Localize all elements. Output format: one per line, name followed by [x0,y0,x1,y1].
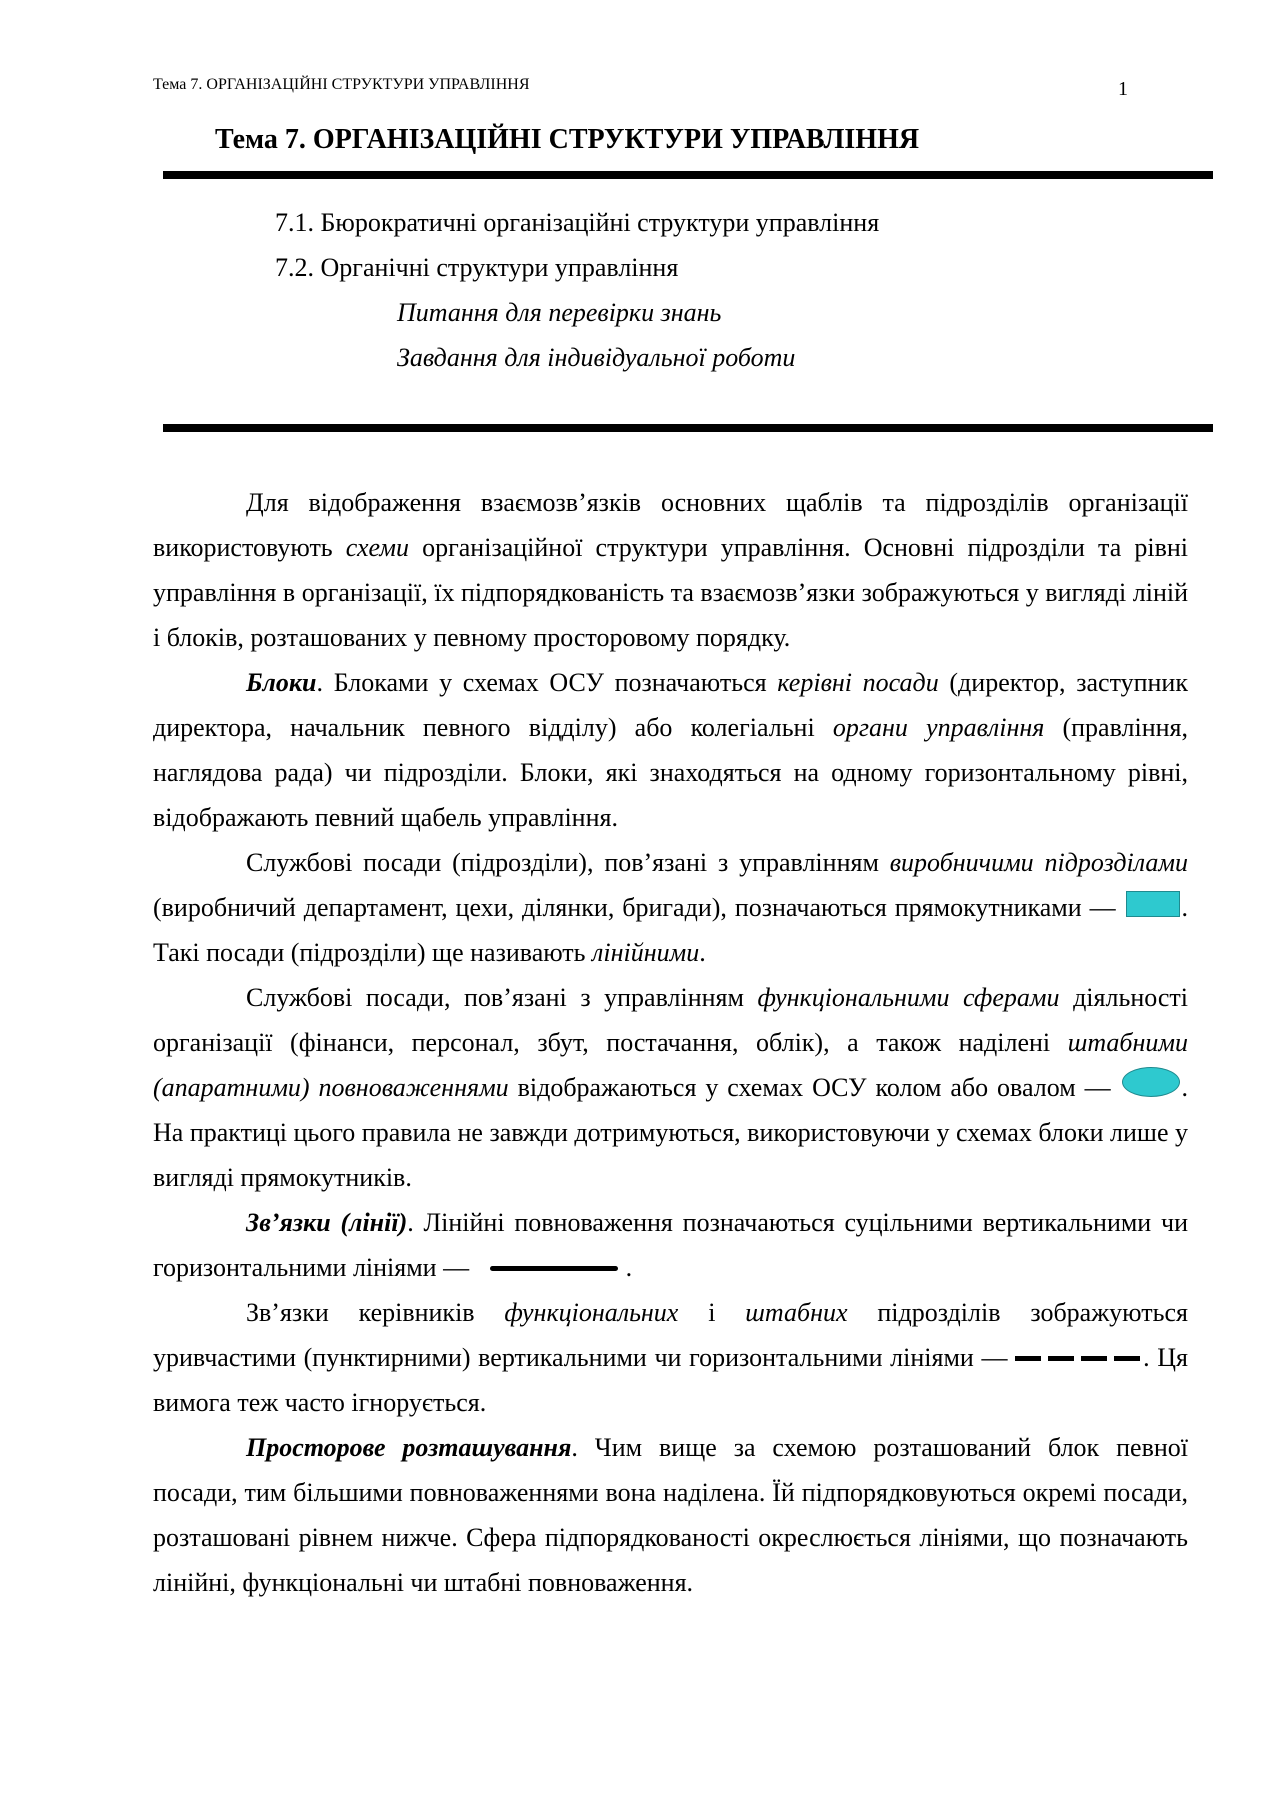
toc-item-7-1: 7.1. Бюрократичні організаційні структури управління [275,208,880,237]
page-number: 1 [1118,78,1128,100]
rectangle-block-icon [1126,891,1180,917]
toc-item-7-2: 7.2. Органічні структури управління [275,253,679,282]
term-schemes: схеми [345,533,409,562]
paragraph-line-posts: Службові посади (підрозділи), пов’язані з управлінням виробничими підрозділами (виробничий департамент, цехи, ділянки, бригади), позначаються прямокутниками — . Такі посади (підрозділи) ще називають лінійними. [153,848,1188,967]
heading-links: Зв’язки (лінії) [246,1208,408,1237]
dashed-line-icon [1015,1356,1141,1361]
page-title: Тема 7. ОРГАНІЗАЦІЙНІ СТРУКТУРИ УПРАВЛІННЯ [215,124,920,155]
toc-item-questions: Питання для перевірки знань [397,298,722,327]
paragraph-links: Зв’язки (лінії). Лінійні повноваження позначаються суцільними вертикальними чи горизонтальними лініями — . [153,1208,1188,1282]
paragraph-blocks: Блоки. Блоками у схемах ОСУ позначаються керівні посади (директор, заступник директора, начальник певного відділу) або колегіальні органи управління (правління, наглядова рада) чи підрозділи. Блоки, які знаходяться на одному горизонтальному рівні, відображають певний щабель управління. [153,668,1189,832]
top-rule [163,171,1213,179]
body-text [153,480,1188,1605]
paragraph-functional-posts: Службові посади, пов’язані з управлінням функціональними сферами діяльності організації (фінанси, персонал, збут, постачання, облік), а також наділені штабними (апаратними) повноваженнями відображаються у схемах ОСУ колом або овалом — . На практиці цього правила не завжди дотримуються, використовуючи у схемах блоки лише у вигляді прямокутників. [153,983,1189,1192]
paragraph-dashed-links: Зв’язки керівників функціональних і штабних підрозділів зображуються уривчастими (пунктирними) вертикальними чи горизонтальними лініями — . Ця вимога теж часто ігнорується. [153,1298,1188,1417]
paragraph-schemes: Для відображення взаємозв’язків основних щаблів та підрозділів організації використовують схеми організаційної структури управління. Основні підрозділи та рівні управління в організації, їх підпорядкованість та взаємозв’язки зображуються у вигляді ліній і блоків, розташованих у певному просторовому порядку. [153,488,1188,652]
oval-block-icon [1122,1067,1180,1097]
paragraph-spatial: Просторове розташування. Чим вище за схемою розташований блок певної посади, тим більшими повноваженнями вона наділена. Їй підпорядковуються окремі посади, розташовані рівнем нижче. Сфера підпорядкованості окреслюється лініями, що позначають лінійні, функціональні чи штабні повноваження. [153,1433,1188,1597]
running-head: Тема 7. ОРГАНІЗАЦІЙНІ СТРУКТУРИ УПРАВЛІННЯ [153,76,530,93]
heading-spatial: Просторове розташування [246,1433,572,1462]
solid-line-icon [490,1266,618,1271]
toc-item-tasks: Завдання для індивідуальної роботи [397,343,796,372]
heading-blocks: Блоки [246,668,317,697]
bottom-rule [163,424,1213,432]
